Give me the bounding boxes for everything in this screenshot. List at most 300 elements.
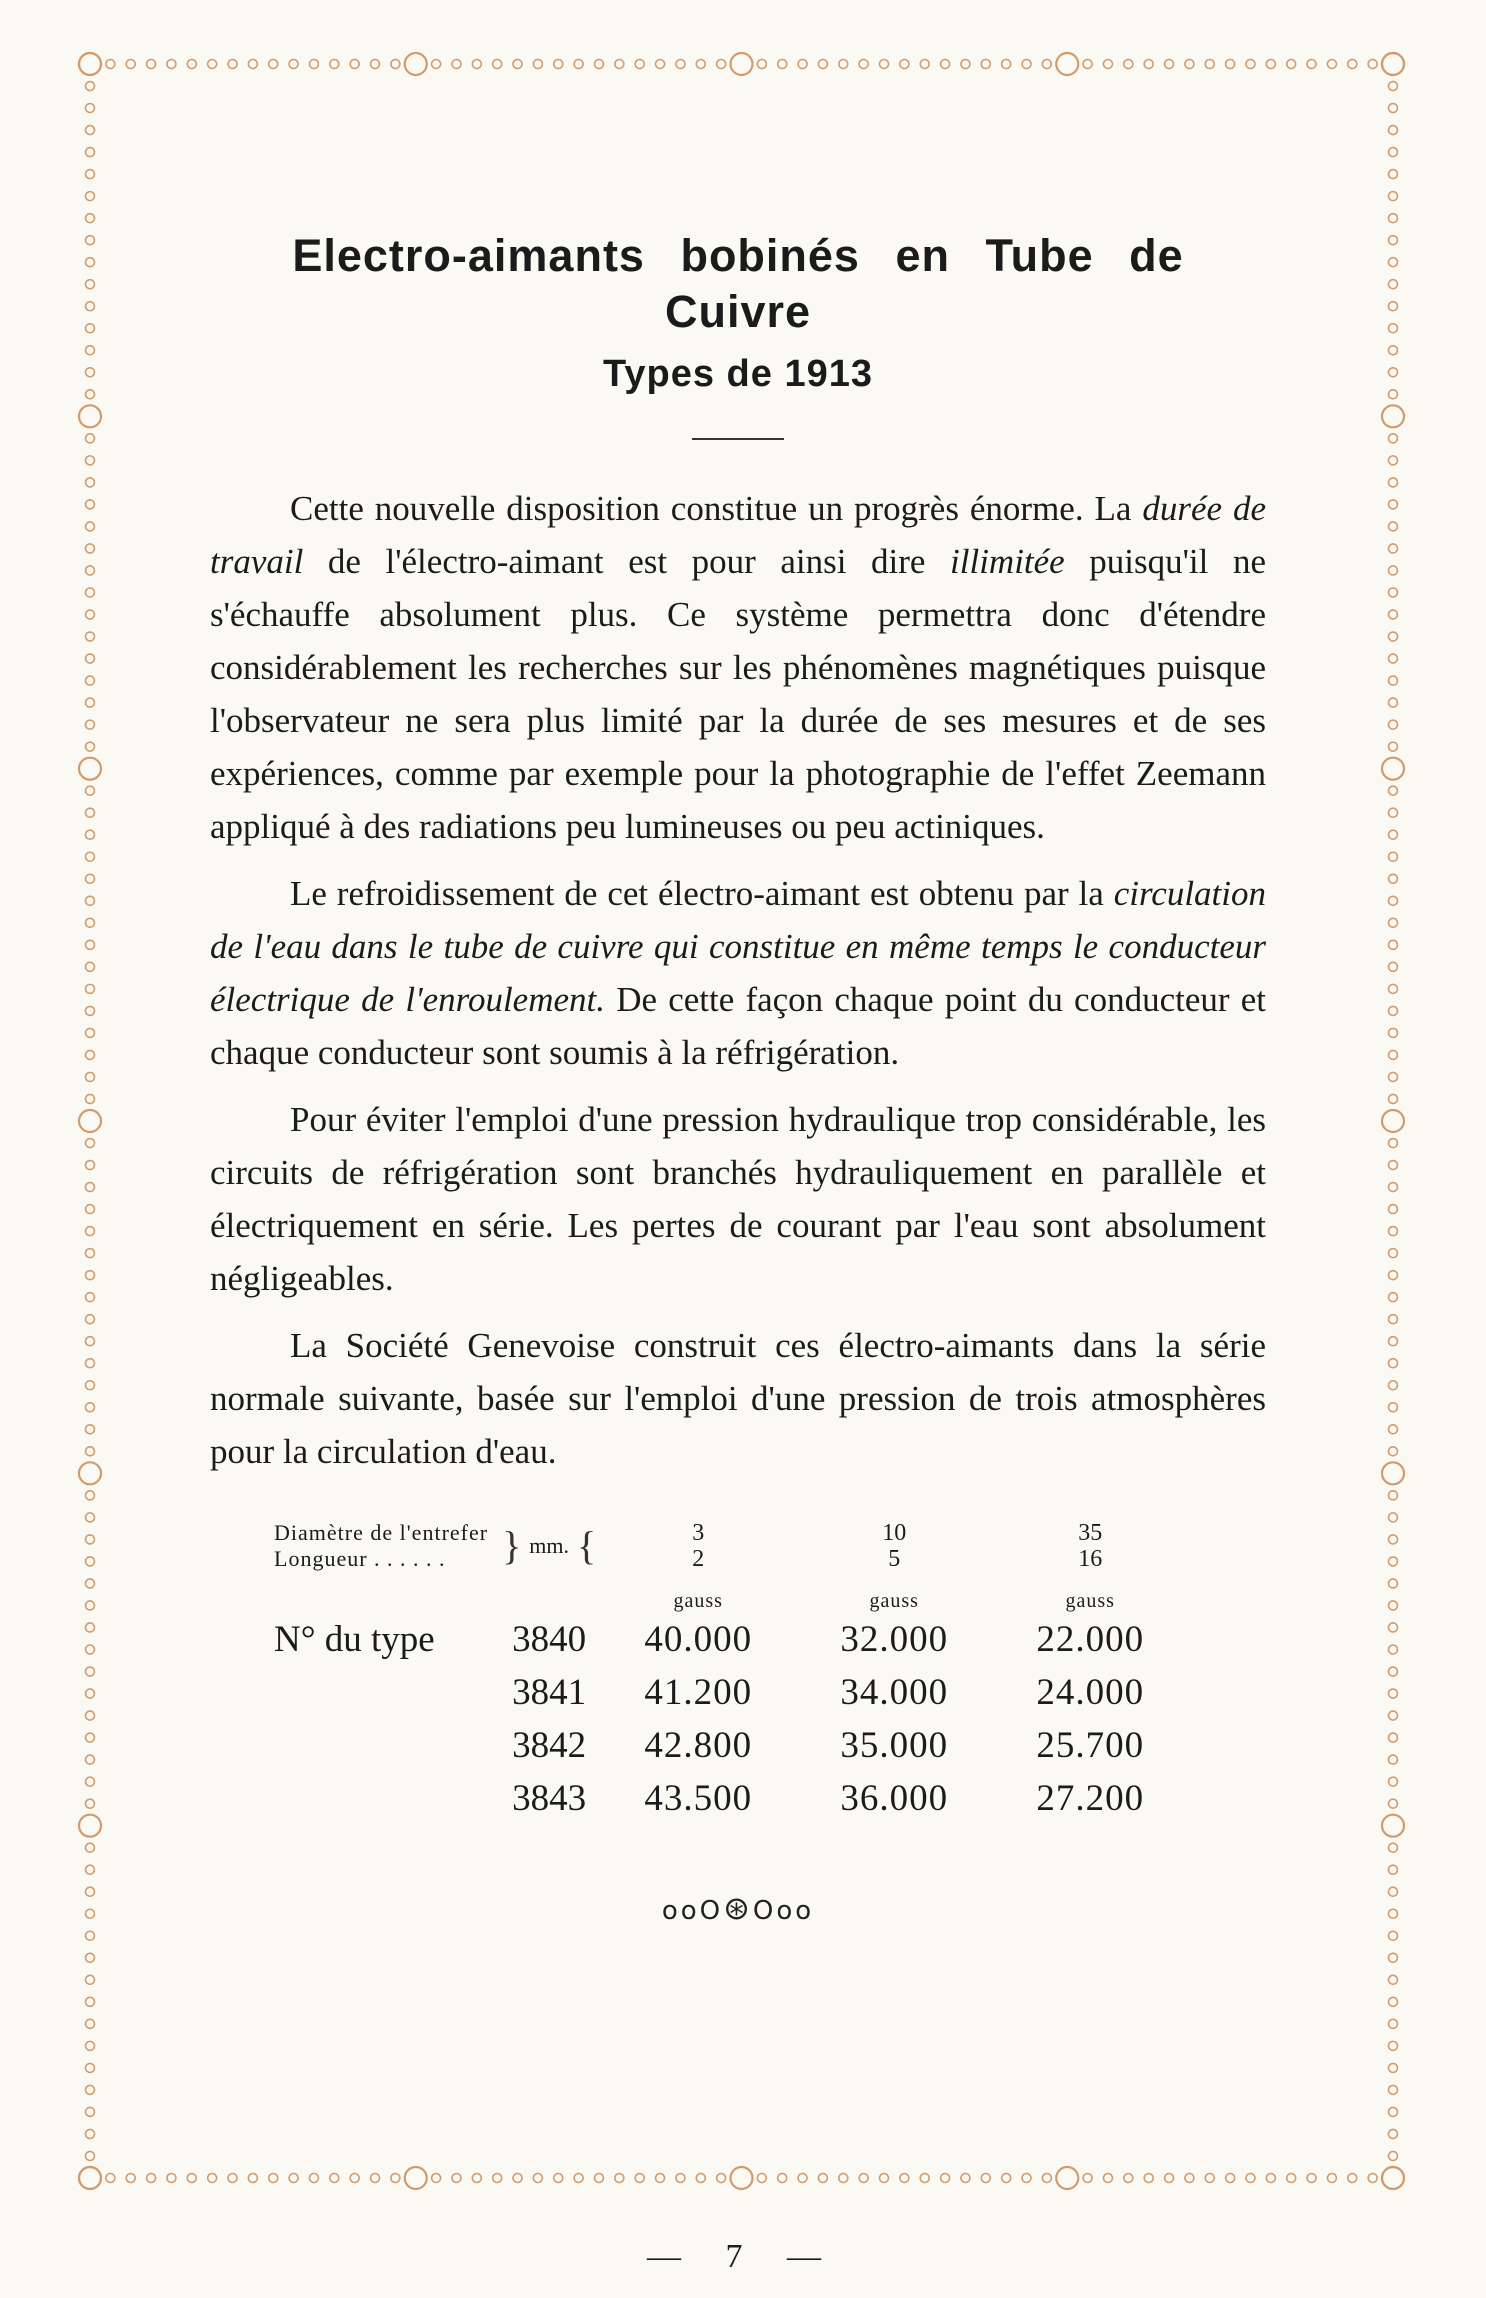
small-ring-icon (1124, 2174, 1133, 2183)
small-ring-icon (1246, 2174, 1255, 2183)
paragraph-text: Pour éviter l'emploi d'une pression hydraulique trop considérable, les circuits de réfrigération sont branchés hydrauliquement en parallèle et électriquement en série. Les pertes de courant par l'eau sont absolument négligeables. (210, 1100, 1266, 1298)
gauss-unit: gauss (869, 1590, 919, 1612)
small-ring-icon (798, 2174, 807, 2183)
small-ring-icon (86, 1447, 95, 1456)
paragraph-text: La Société Genevoise construit ces électro-aimants dans la série normale suivante, basée sur l'emploi d'une pression de trois atmosphères pour la circulation d'eau. (210, 1326, 1266, 1471)
small-ring-icon (1389, 258, 1398, 267)
small-ring-icon (350, 2174, 359, 2183)
small-ring-icon (1389, 962, 1398, 971)
small-ring-icon (1389, 1733, 1398, 1742)
field-value: 32.000 (840, 1619, 949, 1660)
small-ring-icon (86, 786, 95, 795)
small-ring-icon (1368, 2174, 1377, 2183)
small-ring-icon (86, 1227, 95, 1236)
small-ring-icon (86, 1161, 95, 1170)
small-ring-icon (1389, 786, 1398, 795)
small-ring-icon (1246, 60, 1255, 69)
small-ring-icon (86, 192, 95, 201)
small-ring-icon (86, 2041, 95, 2050)
large-ring-icon (1382, 2167, 1404, 2189)
small-ring-icon (1389, 522, 1398, 531)
small-ring-icon (1389, 82, 1398, 91)
small-ring-icon (1287, 60, 1296, 69)
small-ring-icon (757, 60, 766, 69)
small-ring-icon (1389, 940, 1398, 949)
small-ring-icon (574, 60, 583, 69)
field-value: 40.000 (644, 1619, 753, 1660)
field-value: 41.200 (644, 1672, 753, 1713)
small-ring-icon (1389, 1953, 1398, 1962)
small-ring-icon (635, 60, 644, 69)
small-ring-icon (1307, 2174, 1316, 2183)
small-ring-icon (696, 60, 705, 69)
gauss-unit: gauss (673, 1590, 723, 1612)
small-ring-icon (208, 2174, 217, 2183)
small-ring-icon (1389, 1843, 1398, 1852)
large-ring-icon (79, 53, 101, 75)
small-ring-icon (391, 2174, 400, 2183)
small-ring-icon (1307, 60, 1316, 69)
small-ring-icon (86, 588, 95, 597)
small-ring-icon (472, 60, 481, 69)
small-ring-icon (86, 852, 95, 861)
small-ring-icon (86, 1579, 95, 1588)
small-ring-icon (1348, 60, 1357, 69)
small-ring-icon (757, 2174, 766, 2183)
small-ring-icon (1389, 1183, 1398, 1192)
small-ring-icon (86, 214, 95, 223)
large-ring-icon (405, 2167, 427, 2189)
body-text (210, 482, 1266, 1478)
small-ring-icon (1226, 2174, 1235, 2183)
small-ring-icon (86, 478, 95, 487)
small-ring-icon (391, 60, 400, 69)
small-ring-icon (1389, 566, 1398, 575)
small-ring-icon (289, 2174, 298, 2183)
small-ring-icon (1389, 1711, 1398, 1720)
small-ring-icon (1389, 2063, 1398, 2072)
header-diameter-row (274, 1520, 1188, 1546)
small-ring-icon (432, 2174, 441, 2183)
small-ring-icon (1327, 60, 1336, 69)
page-number: — 7 — (647, 2238, 839, 2275)
small-ring-icon (86, 544, 95, 553)
small-ring-icon (86, 1293, 95, 1302)
small-ring-icon (1144, 2174, 1153, 2183)
large-ring-icon (1382, 1815, 1404, 1837)
small-ring-icon (1389, 1271, 1398, 1280)
type-code: 3841 (512, 1672, 587, 1713)
small-ring-icon (126, 60, 135, 69)
small-ring-icon (432, 60, 441, 69)
small-ring-icon (1389, 632, 1398, 641)
small-ring-icon (86, 148, 95, 157)
small-ring-icon (1022, 2174, 1031, 2183)
small-ring-icon (1389, 1337, 1398, 1346)
small-ring-icon (86, 346, 95, 355)
small-ring-icon (86, 170, 95, 179)
small-ring-icon (1389, 1557, 1398, 1566)
small-ring-icon (1389, 1293, 1398, 1302)
small-ring-icon (554, 2174, 563, 2183)
small-ring-icon (86, 610, 95, 619)
small-ring-icon (1389, 302, 1398, 311)
ornament-right: Ooo (752, 1896, 815, 1926)
small-ring-icon (86, 302, 95, 311)
small-ring-icon (86, 2107, 95, 2116)
small-ring-icon (208, 60, 217, 69)
large-ring-icon (79, 2167, 101, 2189)
small-ring-icon (187, 2174, 196, 2183)
small-ring-icon (1389, 1997, 1398, 2006)
diameter-value: 35 (1078, 1520, 1103, 1546)
small-ring-icon (941, 2174, 950, 2183)
small-ring-icon (941, 60, 950, 69)
left-brace: } (502, 1523, 522, 1568)
small-ring-icon (594, 60, 603, 69)
small-ring-icon (635, 2174, 644, 2183)
small-ring-icon (1103, 2174, 1112, 2183)
small-ring-icon (86, 1953, 95, 1962)
field-value: 25.700 (1036, 1725, 1145, 1766)
small-ring-icon (1389, 1381, 1398, 1390)
italic-text: illimitée (950, 542, 1065, 581)
small-ring-icon (86, 1909, 95, 1918)
small-ring-icon (86, 896, 95, 905)
small-ring-icon (1389, 280, 1398, 289)
small-ring-icon (1389, 324, 1398, 333)
large-ring-icon (1382, 2167, 1404, 2189)
paragraph (210, 1319, 1266, 1478)
small-ring-icon (106, 2174, 115, 2183)
length-value: 16 (1078, 1546, 1103, 1572)
small-ring-icon (86, 632, 95, 641)
small-ring-icon (86, 1491, 95, 1500)
small-ring-icon (86, 2129, 95, 2138)
small-ring-icon (86, 1094, 95, 1103)
paragraph-text: puisqu'il ne s'échauffe absolument plus. Ce système permettra donc d'étendre considérablement les recherches sur les phénomènes magnétiques puisque l'observateur ne sera plus limité par la durée de ses mesures et de ses expériences, comme par exemple pour la photographie de l'effet Zeemann appliqué à des radiations peu lumineuses ou peu actiniques. (210, 542, 1266, 846)
small-ring-icon (1389, 808, 1398, 817)
small-ring-icon (86, 1733, 95, 1742)
small-ring-icon (513, 60, 522, 69)
small-ring-icon (86, 1425, 95, 1434)
large-ring-icon (405, 53, 427, 75)
small-ring-icon (86, 258, 95, 267)
large-ring-icon (1382, 1462, 1404, 1484)
small-ring-icon (1389, 1777, 1398, 1786)
small-ring-icon (1266, 2174, 1275, 2183)
specifications-table (274, 1520, 1188, 1825)
small-ring-icon (1389, 1359, 1398, 1368)
small-ring-icon (86, 1887, 95, 1896)
title-divider (692, 438, 784, 440)
small-ring-icon (86, 830, 95, 839)
small-ring-icon (452, 60, 461, 69)
large-ring-icon (79, 405, 101, 427)
small-ring-icon (839, 2174, 848, 2183)
small-ring-icon (1083, 2174, 1092, 2183)
small-ring-icon (1103, 60, 1112, 69)
small-ring-icon (86, 324, 95, 333)
small-ring-icon (1185, 60, 1194, 69)
small-ring-icon (1389, 830, 1398, 839)
small-ring-icon (1389, 148, 1398, 157)
small-ring-icon (1389, 1645, 1398, 1654)
small-ring-icon (594, 2174, 603, 2183)
small-ring-icon (86, 1843, 95, 1852)
small-ring-icon (86, 1777, 95, 1786)
large-ring-icon (79, 1815, 101, 1837)
unit-label: mm. (529, 1533, 570, 1558)
small-ring-icon (1389, 1975, 1398, 1984)
small-ring-icon (147, 60, 156, 69)
small-ring-icon (1022, 60, 1031, 69)
small-ring-icon (1389, 918, 1398, 927)
small-ring-icon (86, 126, 95, 135)
small-ring-icon (1389, 1755, 1398, 1764)
table-row (274, 1613, 1188, 1666)
small-ring-icon (1389, 874, 1398, 883)
small-ring-icon (1389, 346, 1398, 355)
small-ring-icon (1389, 610, 1398, 619)
small-ring-icon (1389, 1161, 1398, 1170)
small-ring-icon (1389, 2107, 1398, 2116)
small-ring-icon (1389, 984, 1398, 993)
small-ring-icon (1389, 1447, 1398, 1456)
paragraph (210, 1093, 1266, 1305)
small-ring-icon (1389, 852, 1398, 861)
small-ring-icon (1389, 1799, 1398, 1808)
small-ring-icon (656, 2174, 665, 2183)
field-value: 34.000 (840, 1672, 949, 1713)
small-ring-icon (1389, 1006, 1398, 1015)
small-ring-icon (86, 1601, 95, 1610)
large-ring-icon (731, 53, 753, 75)
small-ring-icon (1389, 2019, 1398, 2028)
type-label: N° du type (274, 1619, 435, 1660)
type-code: 3842 (512, 1725, 587, 1766)
small-ring-icon (961, 2174, 970, 2183)
small-ring-icon (1389, 1909, 1398, 1918)
small-ring-icon (86, 1997, 95, 2006)
small-ring-icon (86, 720, 95, 729)
small-ring-icon (86, 1689, 95, 1698)
field-value: 35.000 (840, 1725, 949, 1766)
small-ring-icon (1389, 1050, 1398, 1059)
large-ring-icon (1382, 1110, 1404, 1132)
small-ring-icon (86, 1975, 95, 1984)
small-ring-icon (1389, 698, 1398, 707)
large-ring-icon (1056, 2167, 1078, 2189)
small-ring-icon (1389, 1601, 1398, 1610)
small-ring-icon (818, 60, 827, 69)
small-ring-icon (86, 676, 95, 685)
small-ring-icon (1389, 1865, 1398, 1874)
small-ring-icon (778, 60, 787, 69)
small-ring-icon (86, 1249, 95, 1258)
ornament-divider (210, 1889, 1266, 1927)
small-ring-icon (1389, 1139, 1398, 1148)
small-ring-icon (86, 742, 95, 751)
small-ring-icon (1389, 456, 1398, 465)
small-ring-icon (86, 104, 95, 113)
small-ring-icon (1002, 60, 1011, 69)
small-ring-icon (1348, 2174, 1357, 2183)
small-ring-icon (717, 2174, 726, 2183)
small-ring-icon (86, 522, 95, 531)
small-ring-icon (86, 2085, 95, 2094)
small-ring-icon (676, 60, 685, 69)
small-ring-icon (1389, 1249, 1398, 1258)
small-ring-icon (330, 60, 339, 69)
diameter-value: 3 (692, 1520, 705, 1546)
small-ring-icon (1327, 2174, 1336, 2183)
small-ring-icon (696, 2174, 705, 2183)
small-ring-icon (228, 60, 237, 69)
small-ring-icon (86, 434, 95, 443)
small-ring-icon (371, 2174, 380, 2183)
small-ring-icon (1266, 60, 1275, 69)
small-ring-icon (1389, 126, 1398, 135)
small-ring-icon (126, 2174, 135, 2183)
small-ring-icon (106, 60, 115, 69)
paragraph (210, 482, 1266, 853)
length-value: 2 (692, 1546, 705, 1572)
paragraph (210, 867, 1266, 1079)
small-ring-icon (1389, 478, 1398, 487)
small-ring-icon (86, 918, 95, 927)
small-ring-icon (1389, 896, 1398, 905)
small-ring-icon (86, 984, 95, 993)
small-ring-icon (778, 2174, 787, 2183)
table-row (274, 1666, 1188, 1719)
small-ring-icon (330, 2174, 339, 2183)
small-ring-icon (1389, 1689, 1398, 1698)
small-ring-icon (1389, 544, 1398, 553)
paragraph-text: De cette façon chaque point du conducteur et chaque conducteur sont soumis à la réfrigération. (210, 980, 1266, 1072)
small-ring-icon (880, 2174, 889, 2183)
small-ring-icon (86, 1755, 95, 1764)
small-ring-icon (86, 566, 95, 575)
small-ring-icon (86, 1667, 95, 1676)
small-ring-icon (818, 2174, 827, 2183)
small-ring-icon (86, 1865, 95, 1874)
small-ring-icon (147, 2174, 156, 2183)
small-ring-icon (86, 390, 95, 399)
large-ring-icon (1056, 53, 1078, 75)
small-ring-icon (1389, 1887, 1398, 1896)
small-ring-icon (1226, 60, 1235, 69)
page-title: Electro-aimants bobinés en Tube de Cuivre (292, 230, 1184, 337)
paragraph-text: Cette nouvelle disposition constitue un progrès énorme. La (290, 489, 1143, 528)
small-ring-icon (1389, 1072, 1398, 1081)
small-ring-icon (1165, 60, 1174, 69)
small-ring-icon (86, 236, 95, 245)
small-ring-icon (1389, 1315, 1398, 1324)
small-ring-icon (350, 60, 359, 69)
unit-row (274, 1572, 1188, 1613)
field-value: 36.000 (840, 1778, 949, 1819)
small-ring-icon (1389, 170, 1398, 179)
small-ring-icon (472, 2174, 481, 2183)
small-ring-icon (86, 808, 95, 817)
small-ring-icon (1389, 1491, 1398, 1500)
small-ring-icon (1368, 60, 1377, 69)
small-ring-icon (1389, 1028, 1398, 1037)
small-ring-icon (187, 60, 196, 69)
type-code: 3843 (512, 1778, 587, 1819)
small-ring-icon (1389, 1667, 1398, 1676)
small-ring-icon (1389, 500, 1398, 509)
small-ring-icon (86, 1337, 95, 1346)
field-value: 42.800 (644, 1725, 753, 1766)
large-ring-icon (1382, 405, 1404, 427)
small-ring-icon (86, 82, 95, 91)
small-ring-icon (493, 2174, 502, 2183)
small-ring-icon (513, 2174, 522, 2183)
small-ring-icon (167, 60, 176, 69)
field-value: 24.000 (1036, 1672, 1145, 1713)
small-ring-icon (1185, 2174, 1194, 2183)
small-ring-icon (859, 2174, 868, 2183)
small-ring-icon (1389, 1094, 1398, 1103)
large-ring-icon (79, 1462, 101, 1484)
small-ring-icon (1389, 1227, 1398, 1236)
small-ring-icon (86, 1139, 95, 1148)
small-ring-icon (798, 60, 807, 69)
large-ring-icon (731, 2167, 753, 2189)
small-ring-icon (269, 60, 278, 69)
small-ring-icon (615, 60, 624, 69)
italic-text: circulation de l'eau dans le tube de cuivre qui constitue en même temps le conducteur électrique de l'enroulement. (210, 874, 1266, 1019)
small-ring-icon (533, 2174, 542, 2183)
small-ring-icon (920, 2174, 929, 2183)
small-ring-icon (86, 654, 95, 663)
paragraph-text: Le refroidissement de cet électro-aimant est obtenu par la (290, 874, 1114, 913)
small-ring-icon (1389, 742, 1398, 751)
small-ring-icon (859, 60, 868, 69)
small-ring-icon (86, 1381, 95, 1390)
small-ring-icon (574, 2174, 583, 2183)
small-ring-icon (269, 2174, 278, 2183)
small-ring-icon (1389, 390, 1398, 399)
large-ring-icon (79, 2167, 101, 2189)
small-ring-icon (86, 1557, 95, 1566)
small-ring-icon (1389, 434, 1398, 443)
small-ring-icon (228, 2174, 237, 2183)
small-ring-icon (1389, 1403, 1398, 1412)
small-ring-icon (86, 874, 95, 883)
small-ring-icon (1389, 1513, 1398, 1522)
small-ring-icon (1389, 720, 1398, 729)
small-ring-icon (86, 1006, 95, 1015)
small-ring-icon (1389, 1623, 1398, 1632)
length-label: Longueur . . . . . . (274, 1546, 446, 1571)
diameter-label: Diamètre de l'entrefer (274, 1520, 489, 1545)
small-ring-icon (86, 1513, 95, 1522)
small-ring-icon (1389, 2151, 1398, 2160)
small-ring-icon (86, 1645, 95, 1654)
small-ring-icon (248, 60, 257, 69)
small-ring-icon (86, 500, 95, 509)
field-value: 27.200 (1036, 1778, 1145, 1819)
small-ring-icon (248, 2174, 257, 2183)
right-brace: { (577, 1523, 597, 1568)
small-ring-icon (1389, 1931, 1398, 1940)
small-ring-icon (86, 1183, 95, 1192)
small-ring-icon (86, 2151, 95, 2160)
small-ring-icon (86, 1931, 95, 1940)
